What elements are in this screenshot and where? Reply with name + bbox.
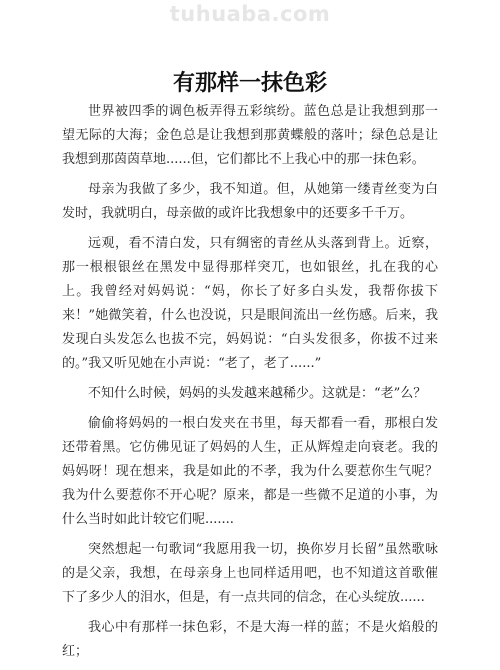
paragraph-2: 母亲为我做了多少，我不知道。但，从她第一缕青丝变为白发时，我就明白，母亲做的或许比我想象中的还要多千千万。 xyxy=(62,182,438,221)
paragraph-6: 突然想起一句歌词“我愿用我一切，换你岁月长留”虽然歌咏的是父亲，我想，在母亲身上也同样适用吧，也不知道这首歌催下了多少人的泪水，但是，有一点共同的信念，在心头绽放...... xyxy=(62,542,438,605)
paragraph-3: 远观，看不清白发，只有绸密的青丝从头落到背上。近察，那一根根银丝在黑发中显得那样突兀，也如银丝，扎在我的心上。我曾经对妈妈说：“妈，你长了好多白头发，我帮你拔下来！”她微笑着，什么也没说，只是眼间流出一丝伤感。后来，我发现白头发怎么也拔不完，妈妈说：“白头发很多，你拔不过来的。”我又听见她在小声说：“老了，老了......” xyxy=(62,236,438,371)
article-body xyxy=(62,100,438,670)
page-title: 有那样一抹色彩 xyxy=(172,70,327,96)
paragraph-4: 不知什么时候，妈妈的头发越来越稀少。这就是：“老”么？ xyxy=(88,386,427,401)
watermark: tuhuaba.com xyxy=(169,2,331,26)
paragraph-7: 我心中有那样一抹色彩，不是大海一样的蓝；不是火焰般的红； xyxy=(62,620,438,659)
paragraph-1: 世界被四季的调色板弄得五彩缤纷。蓝色总是让我想到那一望无际的大海；金色总是让我想到那黄蝶般的落叶；绿色总是让我想到那茵茵草地......但，它们都比不上我心中的那一抹色彩。 xyxy=(62,104,438,167)
paragraph-5: 偷偷将妈妈的一根白发夹在书里，每天都看一看，那根白发还带着黑。它仿佛见证了妈妈的人生，正从辉煌走向衰老。我的妈妈呀！现在想来，我是如此的不孝，我为什么要惹你生气呢？我为什么要惹你不开心呢？原来，都是一些微不足道的小事，为什么当时如此计较它们呢....... xyxy=(62,416,438,527)
